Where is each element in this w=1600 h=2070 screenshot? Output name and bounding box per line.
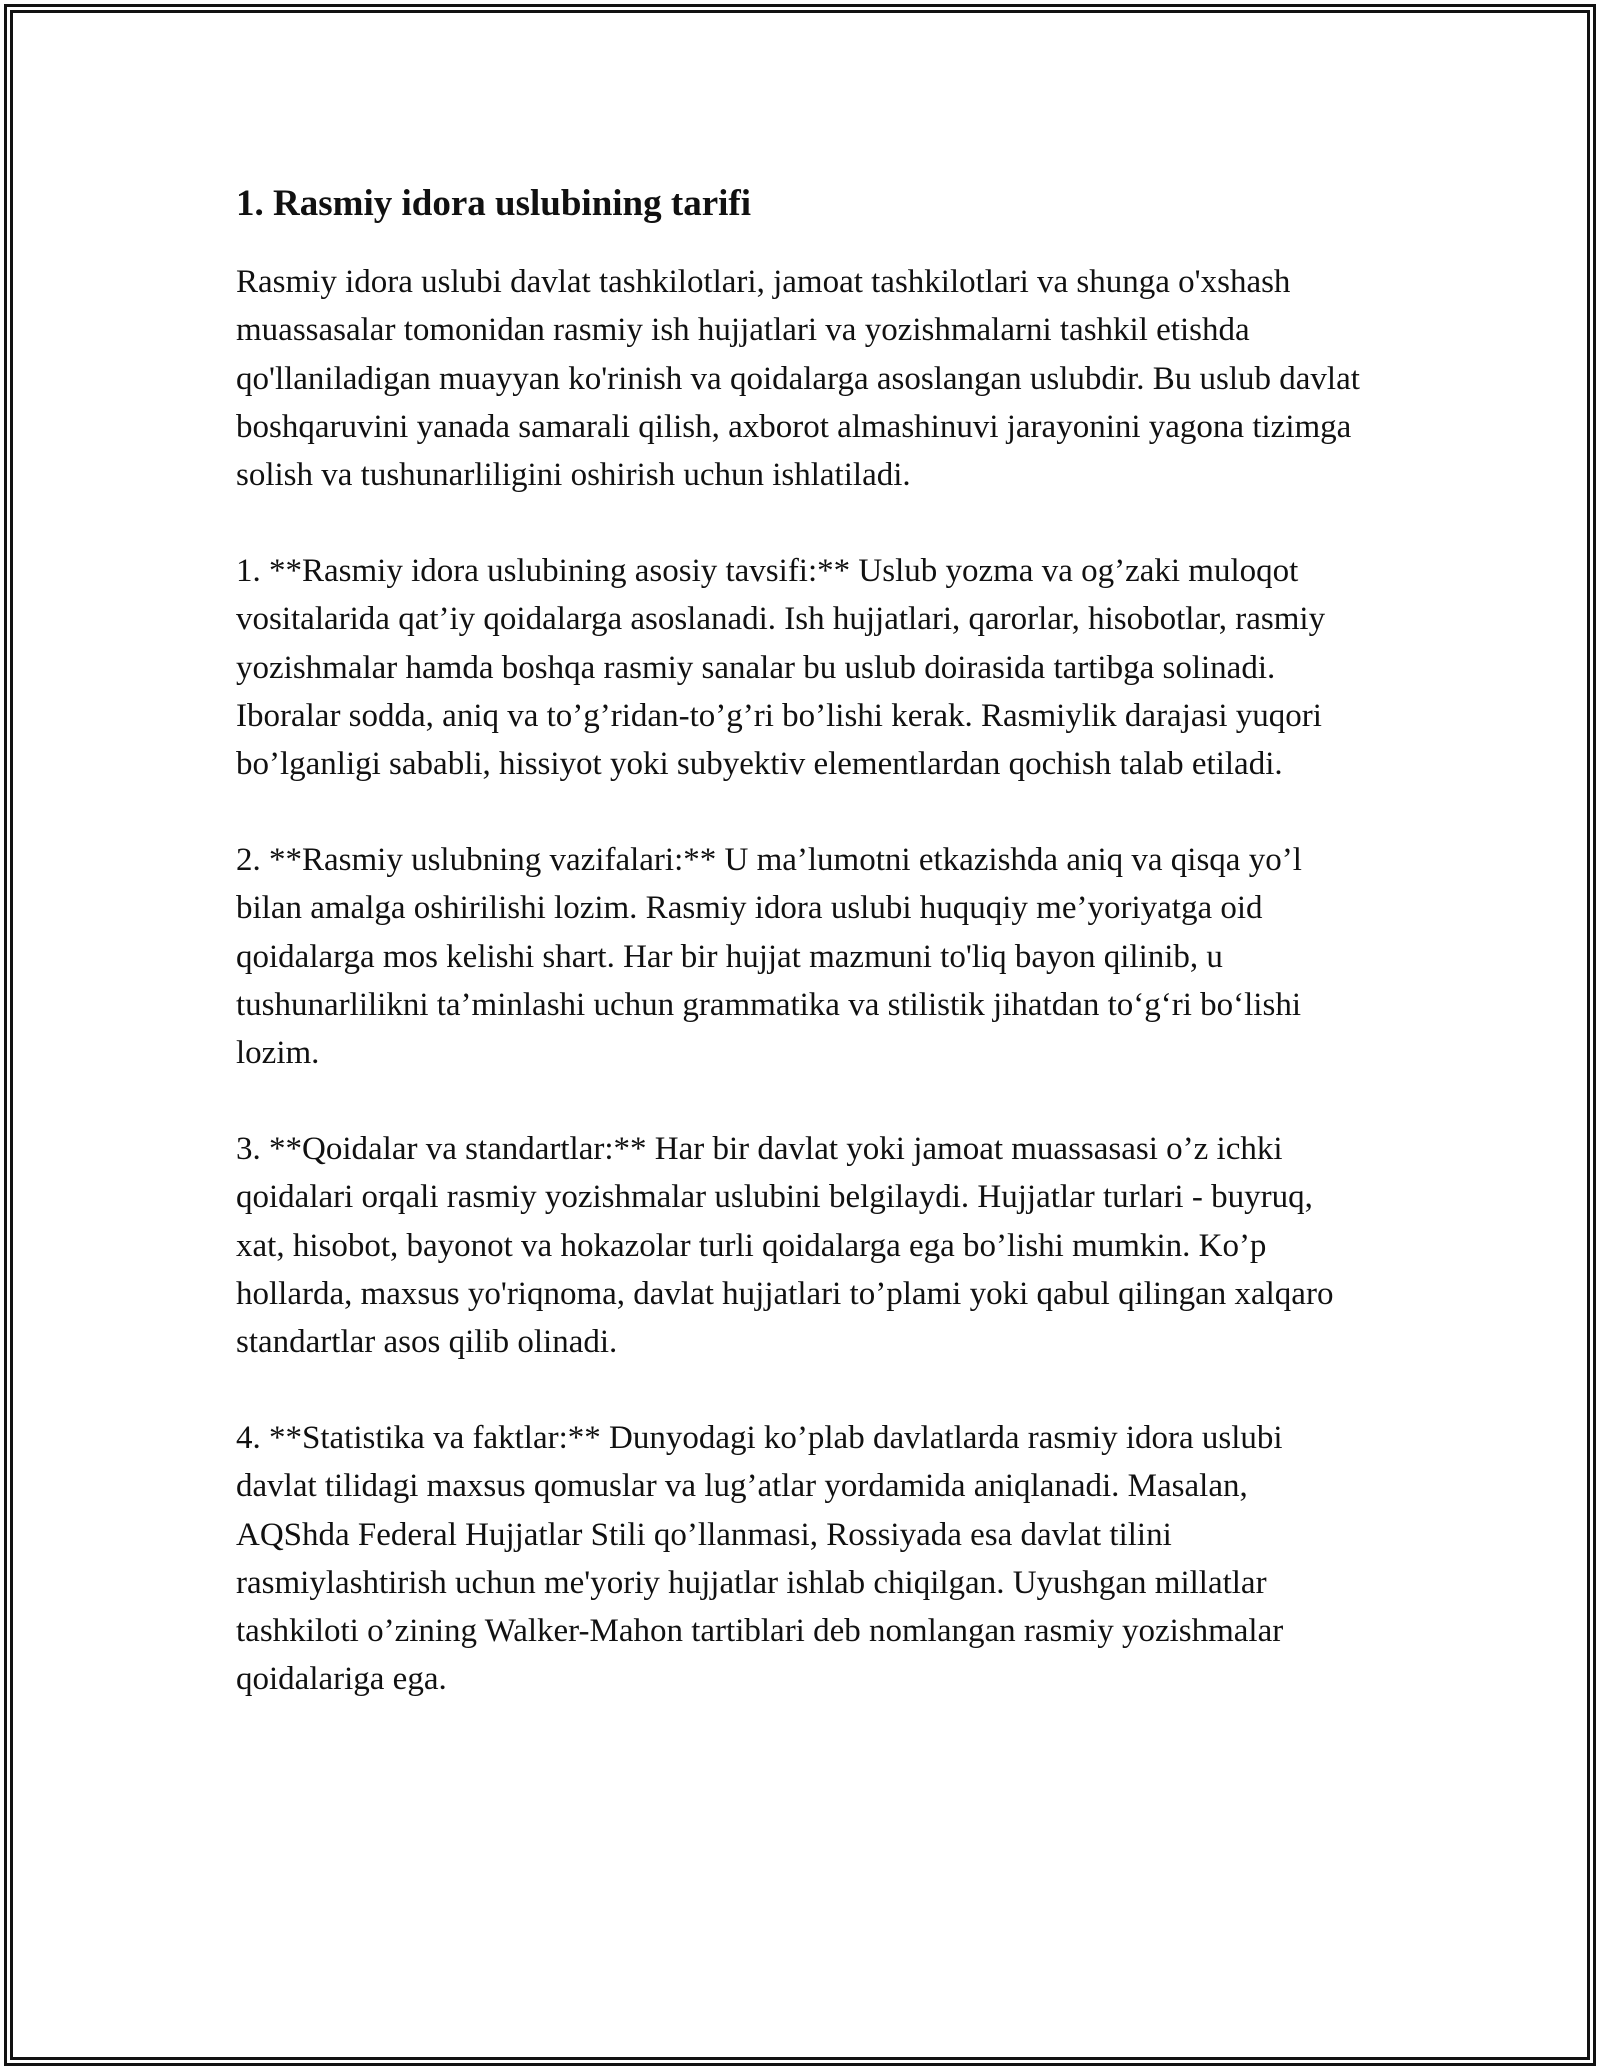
paragraph-intro: Rasmiy idora uslubi davlat tashkilotlari, jamoat tashkilotlari va shunga o'xshash muassasalar tomonidan rasmiy ish hujjatlari va yozishmalarni tashkil etishda qo'llaniladigan muayyan ko'rinish va qoidalarga asoslangan uslubdir. Bu uslub davlat boshqaruvini yanada samarali qilish, axborot almashinuvi jarayonini yagona tizimga solish va tushunarliligini oshirish uchun ishlatiladi. xyxy=(236,264,1360,493)
document-body xyxy=(236,180,1366,1751)
paragraph-item-3: 3. **Qoidalar va standartlar:** Har bir davlat yoki jamoat muassasasi o’z ichki qoidalari orqali rasmiy yozishmalar uslubini belgilaydi. Hujjatlar turlari - buyruq, xat, hisobot, bayonot va hokazolar turli qoidalarga ega bo’lishi mumkin. Ko’p hollarda, maxsus yo'riqnoma, davlat hujjatlari to’plami yoki qabul qilingan xalqaro standartlar asos qilib olinadi. xyxy=(236,1131,1334,1360)
paragraph-item-4: 4. **Statistika va faktlar:** Dunyodagi ko’plab davlatlarda rasmiy idora uslubi davlat tilidagi maxsus qomuslar va lug’atlar yordamida aniqlanadi. Masalan, AQShda Federal Hujjatlar Stili qo’llanmasi, Rossiyada esa davlat tilini rasmiylashtirish uchun me'yoriy hujjatlar ishlab chiqilgan. Uyushgan millatlar tashkiloti o’zining Walker-Mahon tartiblari deb nomlangan rasmiy yozishmalar qoidalariga ega. xyxy=(236,1420,1284,1698)
paragraph-item-1: 1. **Rasmiy idora uslubining asosiy tavsifi:** Uslub yozma va og’zaki muloqot vositalarida qat’iy qoidalarga asoslanadi. Ish hujjatlari, qarorlar, hisobotlar, rasmiy yozishmalar hamda boshqa rasmiy sanalar bu uslub doirasida tartibga solinadi. Iboralar sodda, aniq va to’g’ridan-to’g’ri bo’lishi kerak. Rasmiylik darajasi yuqori bo’lganligi sababli, hissiyot yoki subyektiv elementlardan qochish talab etiladi. xyxy=(236,553,1326,782)
document-title: 1. Rasmiy idora uslubining tarifi xyxy=(236,183,752,224)
paragraph-item-2: 2. **Rasmiy uslubning vazifalari:** U ma’lumotni etkazishda aniq va qisqa yo’l bilan amalga oshirilishi lozim. Rasmiy idora uslubi huquqiy me’yoriyatga oid qoidalarga mos kelishi shart. Har bir hujjat mazmuni to'liq bayon qilinib, u tushunarlilikni ta’minlashi uchun grammatika va stilistik jihatdan to‘g‘ri bo‘lishi lozim. xyxy=(236,842,1302,1071)
